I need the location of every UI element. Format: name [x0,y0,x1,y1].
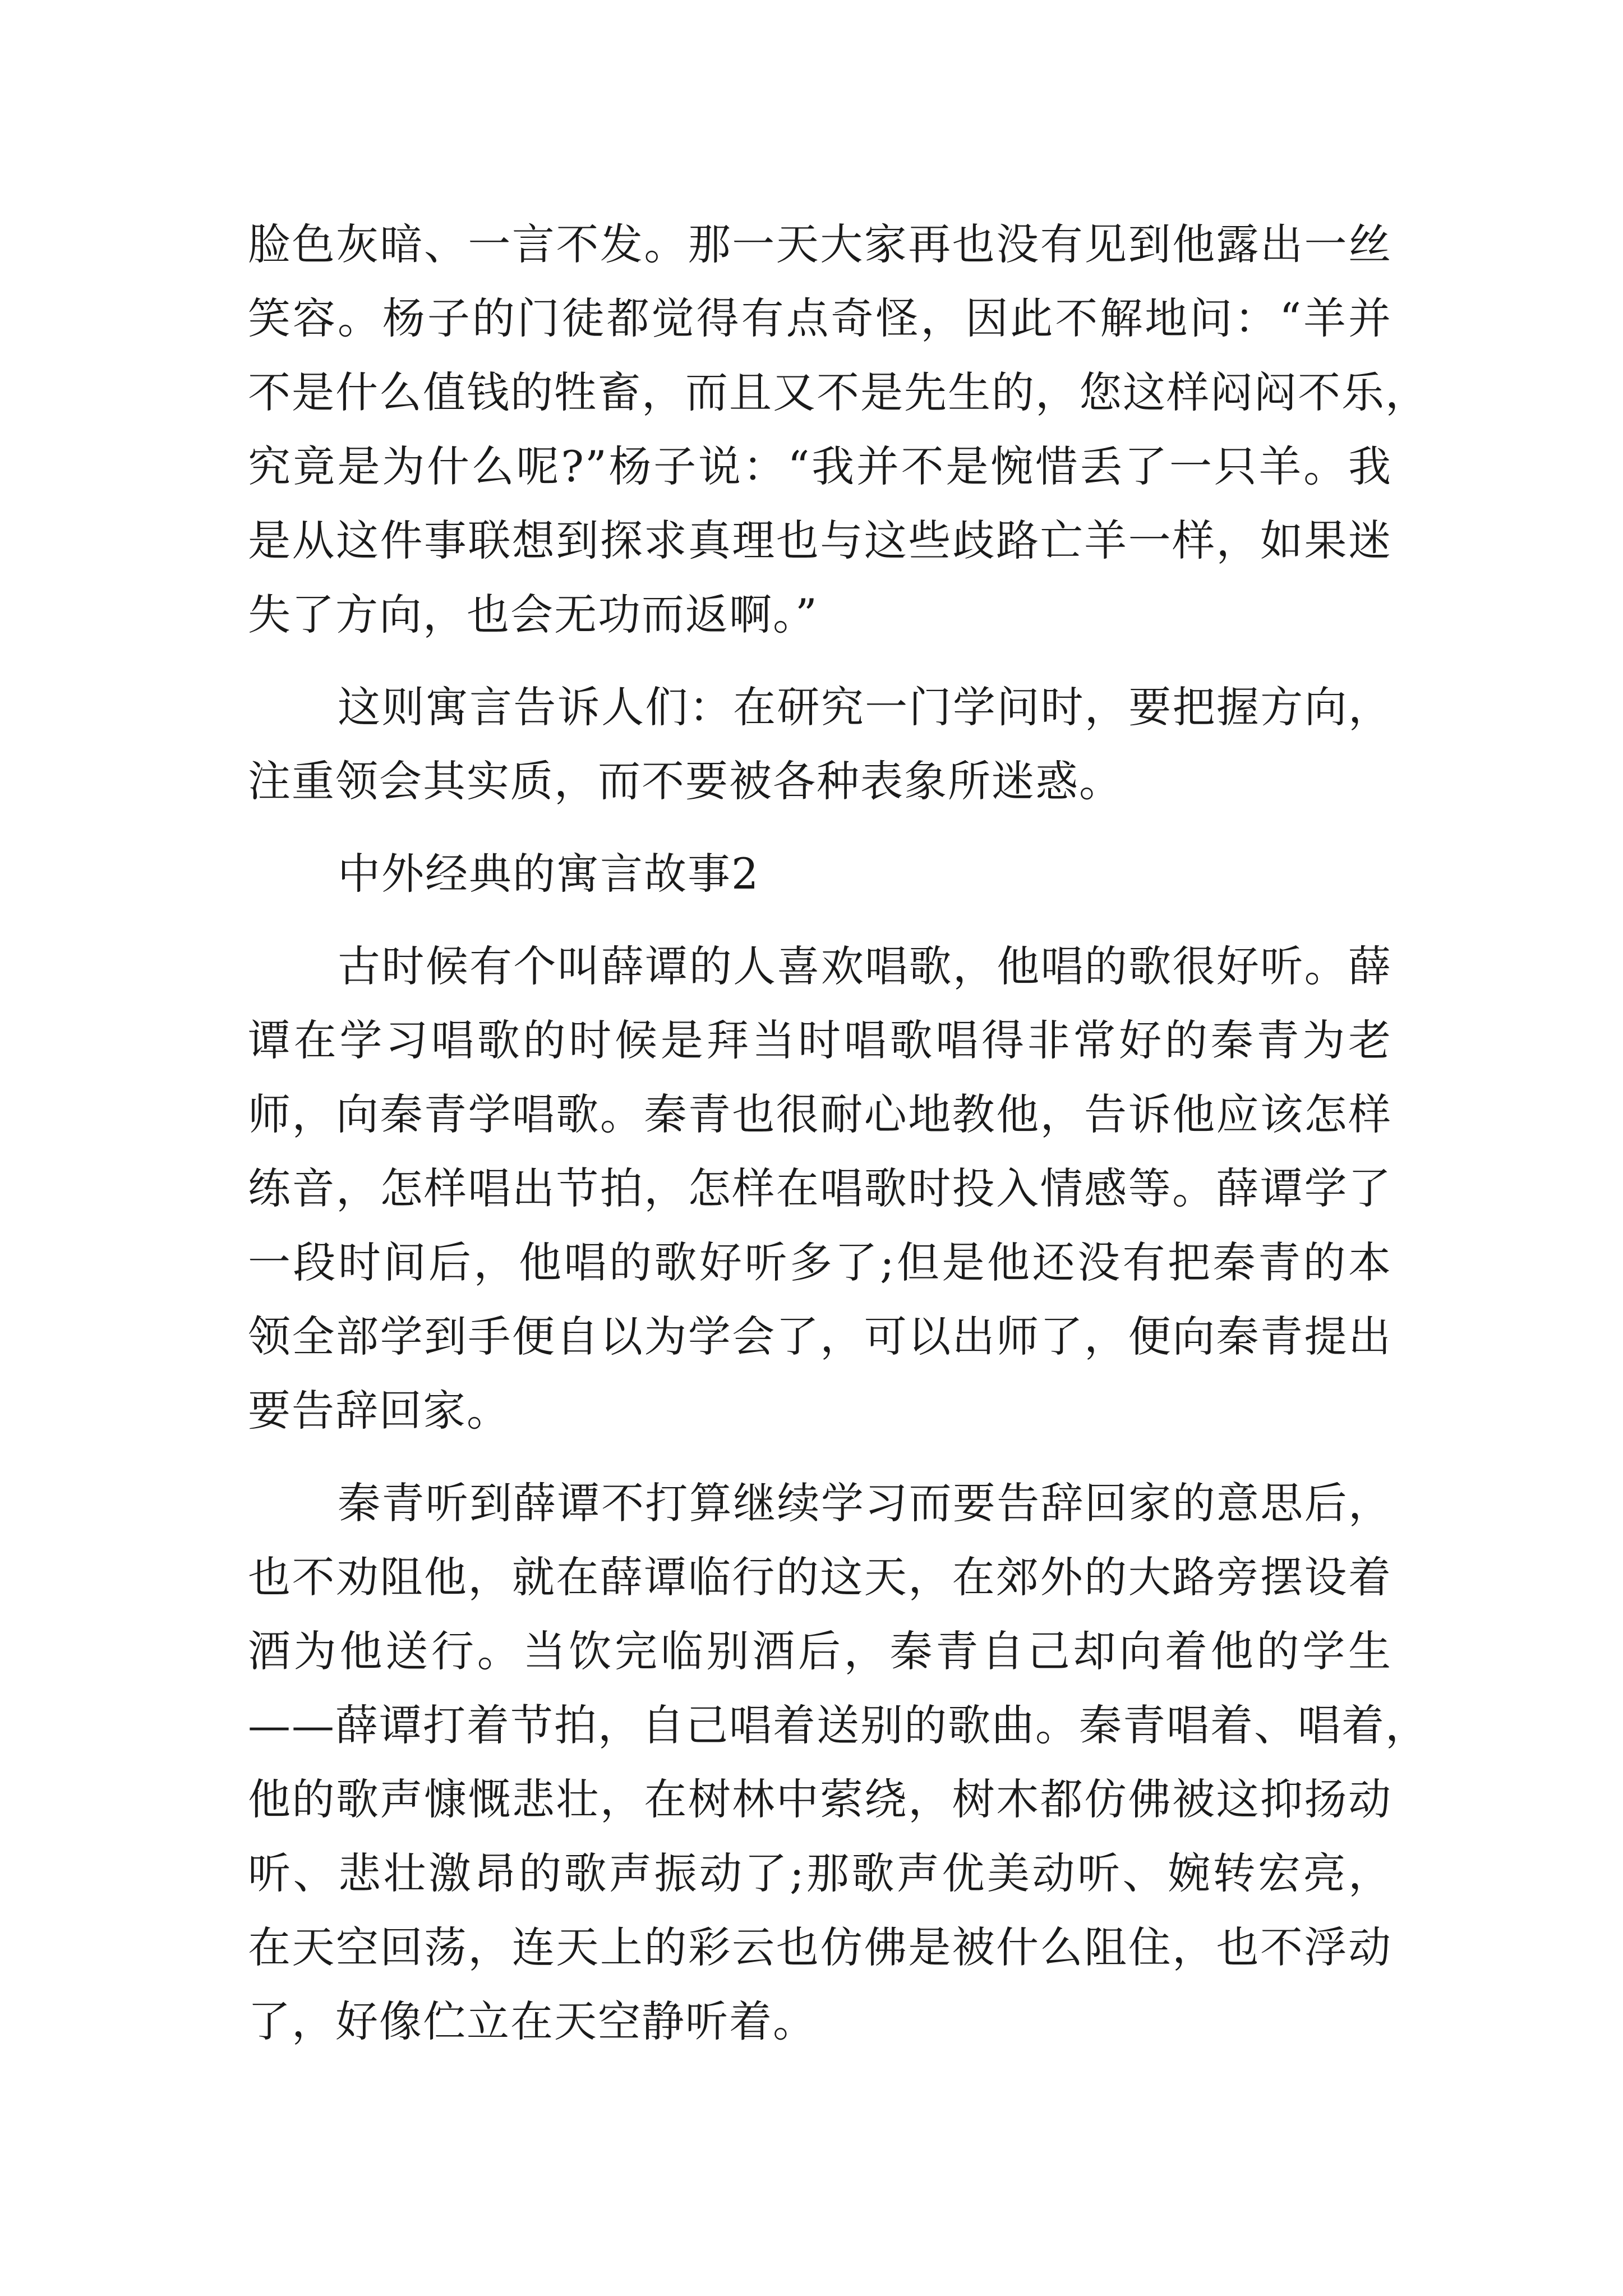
text-line: 他的歌声慷慨悲壮，在树林中萦绕，树木都仿佛被这抑扬动 [248,1774,1392,1824]
section-heading [248,837,1392,911]
text-line: 是从这件事联想到探求真理也与这些歧路亡羊一样，如果迷 [248,516,1392,565]
paragraph-2 [248,670,1392,818]
section-title: 中外经典的寓言故事2 [338,849,760,899]
text-line: 脸色灰暗、一言不发。那一天大家再也没有见到他露出一丝 [248,219,1392,269]
text-line: 师，向秦青学唱歌。秦青也很耐心地教他，告诉他应该怎样 [248,1089,1392,1139]
text-line: 酒为他送行。当饮完临别酒后，秦青自己却向着他的学生 [248,1626,1392,1676]
text-line: 究竟是为什么呢?”杨子说：“我并不是惋惜丢了一只羊。我 [248,441,1392,491]
text-line: 听、悲壮激昂的歌声振动了;那歌声优美动听、婉转宏亮， [248,1848,1392,1898]
text-line: 领全部学到手便自以为学会了，可以出师了，便向秦青提出 [248,1312,1392,1361]
text-line: 这则寓言告诉人们：在研究一门学问时，要把握方向， [338,682,1392,732]
text-line: 笑容。杨子的门徒都觉得有点奇怪，因此不解地问：“羊并 [248,293,1392,343]
document-body [248,208,1429,2077]
text-line: 秦青听到薛谭不打算继续学习而要告辞回家的意思后， [338,1478,1392,1528]
text-line: 了，好像伫立在天空静听着。 [248,1996,817,2046]
text-line: 不是什么值钱的牲畜，而且又不是先生的，您这样闷闷不乐， [248,367,1429,417]
paragraph-1 [248,208,1429,652]
text-line: 失了方向，也会无功而返啊。” [248,590,818,639]
text-line: ——薛谭打着节拍，自己唱着送别的歌曲。秦青唱着、唱着， [248,1700,1429,1750]
text-line: 一段时间后，他唱的歌好听多了;但是他还没有把秦青的本 [248,1237,1392,1287]
paragraph-4 [248,1466,1429,2059]
text-line: 也不劝阻他，就在薛谭临行的这天，在郊外的大路旁摆设着 [248,1552,1392,1602]
text-line: 在天空回荡，连天上的彩云也仿佛是被什么阻住，也不浮动 [248,1922,1392,1972]
text-line: 注重领会其实质，而不要被各种表象所迷惑。 [248,756,1123,806]
text-line: 练音，怎样唱出节拍，怎样在唱歌时投入情感等。薛谭学了 [248,1163,1392,1213]
text-line: 古时候有个叫薛谭的人喜欢唱歌，他唱的歌很好听。薛 [338,941,1392,991]
paragraph-3 [248,930,1392,1448]
text-line: 要告辞回家。 [248,1386,510,1435]
text-line: 谭在学习唱歌的时候是拜当时唱歌唱得非常好的秦青为老 [248,1015,1392,1065]
